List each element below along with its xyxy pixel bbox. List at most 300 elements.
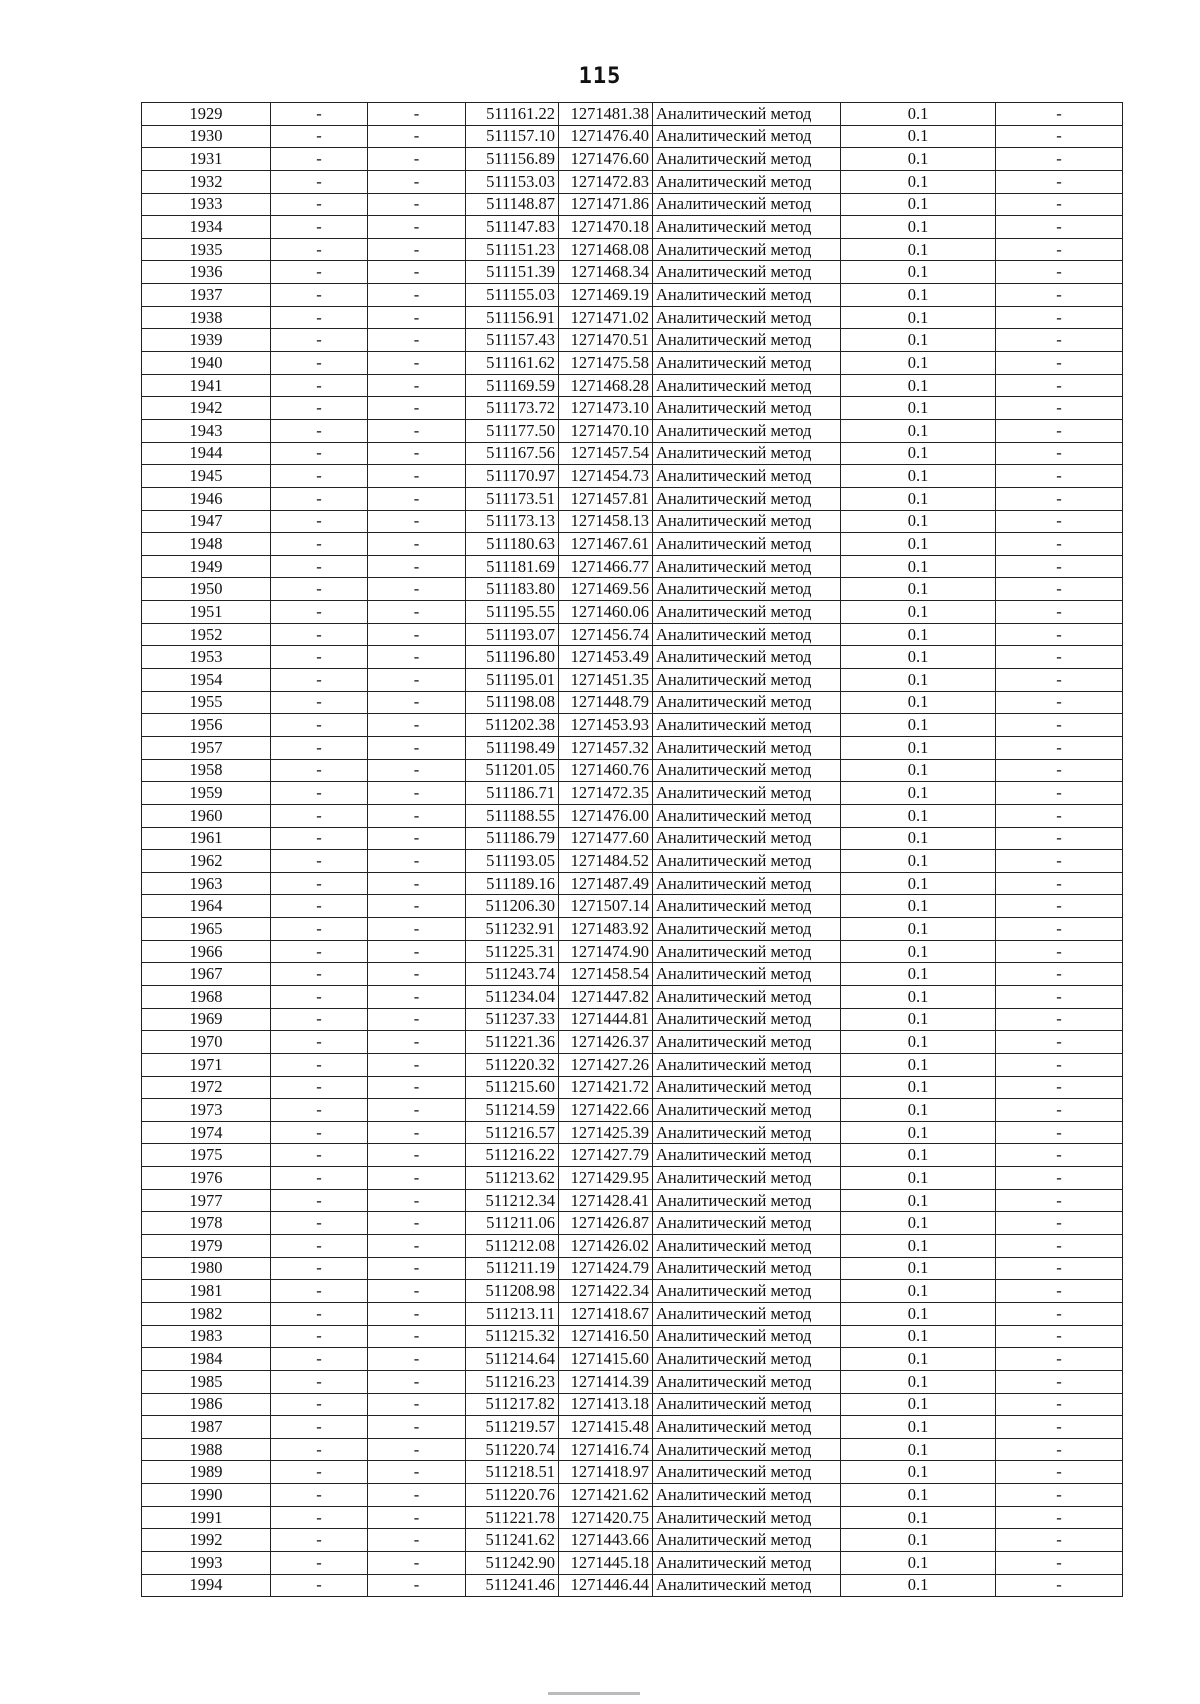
table-row [142, 782, 1123, 805]
point-number-cell: 1960 [142, 804, 271, 827]
prev-y-cell: - [368, 1031, 466, 1054]
table-row [142, 329, 1123, 352]
table-row [142, 1393, 1123, 1416]
prev-y-cell: - [368, 736, 466, 759]
prev-y-cell: - [368, 1438, 466, 1461]
table-row [142, 555, 1123, 578]
method-cell: Аналитический метод [653, 1167, 841, 1190]
prev-y-cell: - [368, 1053, 466, 1076]
y-coordinate-cell: 1271460.06 [559, 601, 653, 624]
y-coordinate-cell: 1271415.48 [559, 1416, 653, 1439]
x-coordinate-cell: 511161.62 [466, 352, 559, 375]
y-coordinate-cell: 1271458.54 [559, 963, 653, 986]
point-number-cell: 1980 [142, 1257, 271, 1280]
prev-x-cell: - [271, 782, 368, 805]
description-cell: - [996, 714, 1123, 737]
point-number-cell: 1985 [142, 1370, 271, 1393]
prev-x-cell: - [271, 216, 368, 239]
description-cell: - [996, 465, 1123, 488]
description-cell: - [996, 1393, 1123, 1416]
x-coordinate-cell: 511225.31 [466, 940, 559, 963]
accuracy-cell: 0.1 [841, 646, 996, 669]
accuracy-cell: 0.1 [841, 782, 996, 805]
prev-y-cell: - [368, 1099, 466, 1122]
point-number-cell: 1949 [142, 555, 271, 578]
accuracy-cell: 0.1 [841, 487, 996, 510]
prev-x-cell: - [271, 1257, 368, 1280]
description-cell: - [996, 1325, 1123, 1348]
description-cell: - [996, 759, 1123, 782]
point-number-cell: 1968 [142, 985, 271, 1008]
prev-x-cell: - [271, 148, 368, 171]
accuracy-cell: 0.1 [841, 669, 996, 692]
prev-x-cell: - [271, 623, 368, 646]
x-coordinate-cell: 511232.91 [466, 918, 559, 941]
accuracy-cell: 0.1 [841, 1280, 996, 1303]
prev-x-cell: - [271, 1574, 368, 1597]
method-cell: Аналитический метод [653, 1574, 841, 1597]
prev-y-cell: - [368, 601, 466, 624]
point-number-cell: 1976 [142, 1167, 271, 1190]
accuracy-cell: 0.1 [841, 238, 996, 261]
accuracy-cell: 0.1 [841, 1370, 996, 1393]
y-coordinate-cell: 1271447.82 [559, 985, 653, 1008]
table-row [142, 918, 1123, 941]
point-number-cell: 1972 [142, 1076, 271, 1099]
table-row [142, 850, 1123, 873]
method-cell: Аналитический метод [653, 601, 841, 624]
table-row [142, 1235, 1123, 1258]
table-row [142, 1416, 1123, 1439]
y-coordinate-cell: 1271471.02 [559, 306, 653, 329]
accuracy-cell: 0.1 [841, 623, 996, 646]
table-row [142, 1053, 1123, 1076]
prev-y-cell: - [368, 1529, 466, 1552]
table-row [142, 985, 1123, 1008]
prev-x-cell: - [271, 1529, 368, 1552]
prev-x-cell: - [271, 578, 368, 601]
point-number-cell: 1979 [142, 1235, 271, 1258]
y-coordinate-cell: 1271446.44 [559, 1574, 653, 1597]
x-coordinate-cell: 511173.72 [466, 397, 559, 420]
accuracy-cell: 0.1 [841, 1257, 996, 1280]
prev-y-cell: - [368, 1416, 466, 1439]
accuracy-cell: 0.1 [841, 1529, 996, 1552]
point-number-cell: 1993 [142, 1552, 271, 1575]
method-cell: Аналитический метод [653, 1235, 841, 1258]
x-coordinate-cell: 511214.59 [466, 1099, 559, 1122]
prev-y-cell: - [368, 216, 466, 239]
prev-x-cell: - [271, 193, 368, 216]
point-number-cell: 1965 [142, 918, 271, 941]
point-number-cell: 1984 [142, 1348, 271, 1371]
table-row [142, 533, 1123, 556]
y-coordinate-cell: 1271460.76 [559, 759, 653, 782]
point-number-cell: 1981 [142, 1280, 271, 1303]
accuracy-cell: 0.1 [841, 1167, 996, 1190]
method-cell: Аналитический метод [653, 1257, 841, 1280]
description-cell: - [996, 895, 1123, 918]
prev-y-cell: - [368, 714, 466, 737]
method-cell: Аналитический метод [653, 1325, 841, 1348]
prev-y-cell: - [368, 533, 466, 556]
method-cell: Аналитический метод [653, 691, 841, 714]
y-coordinate-cell: 1271469.56 [559, 578, 653, 601]
point-number-cell: 1956 [142, 714, 271, 737]
table-row [142, 736, 1123, 759]
prev-x-cell: - [271, 442, 368, 465]
prev-y-cell: - [368, 555, 466, 578]
description-cell: - [996, 193, 1123, 216]
method-cell: Аналитический метод [653, 352, 841, 375]
accuracy-cell: 0.1 [841, 193, 996, 216]
table-row [142, 1506, 1123, 1529]
prev-x-cell: - [271, 1076, 368, 1099]
point-number-cell: 1953 [142, 646, 271, 669]
x-coordinate-cell: 511156.91 [466, 306, 559, 329]
point-number-cell: 1945 [142, 465, 271, 488]
description-cell: - [996, 1076, 1123, 1099]
page-number: 115 [578, 64, 622, 89]
table-row [142, 1370, 1123, 1393]
x-coordinate-cell: 511195.01 [466, 669, 559, 692]
method-cell: Аналитический метод [653, 465, 841, 488]
prev-y-cell: - [368, 510, 466, 533]
prev-x-cell: - [271, 1461, 368, 1484]
point-number-cell: 1983 [142, 1325, 271, 1348]
prev-x-cell: - [271, 374, 368, 397]
accuracy-cell: 0.1 [841, 985, 996, 1008]
point-number-cell: 1978 [142, 1212, 271, 1235]
description-cell: - [996, 510, 1123, 533]
point-number-cell: 1935 [142, 238, 271, 261]
point-number-cell: 1937 [142, 284, 271, 307]
description-cell: - [996, 918, 1123, 941]
y-coordinate-cell: 1271453.49 [559, 646, 653, 669]
y-coordinate-cell: 1271421.62 [559, 1484, 653, 1507]
accuracy-cell: 0.1 [841, 1438, 996, 1461]
accuracy-cell: 0.1 [841, 804, 996, 827]
method-cell: Аналитический метод [653, 1076, 841, 1099]
method-cell: Аналитический метод [653, 1393, 841, 1416]
prev-x-cell: - [271, 804, 368, 827]
description-cell: - [996, 1438, 1123, 1461]
x-coordinate-cell: 511193.05 [466, 850, 559, 873]
y-coordinate-cell: 1271476.00 [559, 804, 653, 827]
x-coordinate-cell: 511186.71 [466, 782, 559, 805]
coordinates-table [141, 102, 1123, 1597]
point-number-cell: 1955 [142, 691, 271, 714]
prev-x-cell: - [271, 669, 368, 692]
x-coordinate-cell: 511157.43 [466, 329, 559, 352]
description-cell: - [996, 1053, 1123, 1076]
accuracy-cell: 0.1 [841, 1506, 996, 1529]
accuracy-cell: 0.1 [841, 895, 996, 918]
point-number-cell: 1930 [142, 125, 271, 148]
table-row [142, 1121, 1123, 1144]
prev-y-cell: - [368, 284, 466, 307]
accuracy-cell: 0.1 [841, 940, 996, 963]
prev-y-cell: - [368, 782, 466, 805]
table-row [142, 442, 1123, 465]
method-cell: Аналитический метод [653, 170, 841, 193]
accuracy-cell: 0.1 [841, 170, 996, 193]
x-coordinate-cell: 511221.36 [466, 1031, 559, 1054]
method-cell: Аналитический метод [653, 1370, 841, 1393]
table-row [142, 352, 1123, 375]
table-row [142, 374, 1123, 397]
prev-x-cell: - [271, 1008, 368, 1031]
x-coordinate-cell: 511180.63 [466, 533, 559, 556]
prev-x-cell: - [271, 963, 368, 986]
y-coordinate-cell: 1271467.61 [559, 533, 653, 556]
table-row [142, 895, 1123, 918]
accuracy-cell: 0.1 [841, 1574, 996, 1597]
method-cell: Аналитический метод [653, 533, 841, 556]
method-cell: Аналитический метод [653, 419, 841, 442]
y-coordinate-cell: 1271472.83 [559, 170, 653, 193]
accuracy-cell: 0.1 [841, 397, 996, 420]
description-cell: - [996, 170, 1123, 193]
y-coordinate-cell: 1271418.97 [559, 1461, 653, 1484]
x-coordinate-cell: 511243.74 [466, 963, 559, 986]
prev-x-cell: - [271, 918, 368, 941]
method-cell: Аналитический метод [653, 1053, 841, 1076]
y-coordinate-cell: 1271457.54 [559, 442, 653, 465]
prev-y-cell: - [368, 419, 466, 442]
table-row [142, 1552, 1123, 1575]
point-number-cell: 1977 [142, 1189, 271, 1212]
point-number-cell: 1933 [142, 193, 271, 216]
method-cell: Аналитический метод [653, 1461, 841, 1484]
method-cell: Аналитический метод [653, 850, 841, 873]
y-coordinate-cell: 1271451.35 [559, 669, 653, 692]
description-cell: - [996, 1031, 1123, 1054]
method-cell: Аналитический метод [653, 782, 841, 805]
method-cell: Аналитический метод [653, 103, 841, 126]
y-coordinate-cell: 1271456.74 [559, 623, 653, 646]
y-coordinate-cell: 1271427.26 [559, 1053, 653, 1076]
y-coordinate-cell: 1271457.32 [559, 736, 653, 759]
description-cell: - [996, 419, 1123, 442]
point-number-cell: 1963 [142, 872, 271, 895]
accuracy-cell: 0.1 [841, 601, 996, 624]
prev-x-cell: - [271, 170, 368, 193]
accuracy-cell: 0.1 [841, 1099, 996, 1122]
x-coordinate-cell: 511196.80 [466, 646, 559, 669]
description-cell: - [996, 238, 1123, 261]
point-number-cell: 1970 [142, 1031, 271, 1054]
table-row [142, 284, 1123, 307]
prev-y-cell: - [368, 1574, 466, 1597]
prev-x-cell: - [271, 1167, 368, 1190]
accuracy-cell: 0.1 [841, 1031, 996, 1054]
point-number-cell: 1941 [142, 374, 271, 397]
x-coordinate-cell: 511212.08 [466, 1235, 559, 1258]
prev-y-cell: - [368, 1189, 466, 1212]
prev-x-cell: - [271, 1416, 368, 1439]
description-cell: - [996, 1348, 1123, 1371]
method-cell: Аналитический метод [653, 374, 841, 397]
description-cell: - [996, 1529, 1123, 1552]
point-number-cell: 1964 [142, 895, 271, 918]
point-number-cell: 1946 [142, 487, 271, 510]
y-coordinate-cell: 1271426.02 [559, 1235, 653, 1258]
x-coordinate-cell: 511218.51 [466, 1461, 559, 1484]
description-cell: - [996, 1416, 1123, 1439]
method-cell: Аналитический метод [653, 804, 841, 827]
method-cell: Аналитический метод [653, 985, 841, 1008]
accuracy-cell: 0.1 [841, 1053, 996, 1076]
y-coordinate-cell: 1271444.81 [559, 1008, 653, 1031]
table-row [142, 669, 1123, 692]
page-footer-mark [548, 1692, 640, 1695]
description-cell: - [996, 1280, 1123, 1303]
prev-y-cell: - [368, 1167, 466, 1190]
prev-x-cell: - [271, 1484, 368, 1507]
x-coordinate-cell: 511237.33 [466, 1008, 559, 1031]
table-row [142, 1302, 1123, 1325]
y-coordinate-cell: 1271425.39 [559, 1121, 653, 1144]
description-cell: - [996, 1099, 1123, 1122]
prev-x-cell: - [271, 1212, 368, 1235]
y-coordinate-cell: 1271474.90 [559, 940, 653, 963]
x-coordinate-cell: 511211.06 [466, 1212, 559, 1235]
x-coordinate-cell: 511234.04 [466, 985, 559, 1008]
table-row [142, 465, 1123, 488]
method-cell: Аналитический метод [653, 918, 841, 941]
x-coordinate-cell: 511156.89 [466, 148, 559, 171]
description-cell: - [996, 1370, 1123, 1393]
prev-y-cell: - [368, 1144, 466, 1167]
description-cell: - [996, 1144, 1123, 1167]
method-cell: Аналитический метод [653, 238, 841, 261]
method-cell: Аналитический метод [653, 736, 841, 759]
x-coordinate-cell: 511173.51 [466, 487, 559, 510]
y-coordinate-cell: 1271466.77 [559, 555, 653, 578]
description-cell: - [996, 374, 1123, 397]
prev-x-cell: - [271, 827, 368, 850]
point-number-cell: 1931 [142, 148, 271, 171]
x-coordinate-cell: 511161.22 [466, 103, 559, 126]
y-coordinate-cell: 1271416.50 [559, 1325, 653, 1348]
prev-x-cell: - [271, 125, 368, 148]
description-cell: - [996, 1461, 1123, 1484]
prev-y-cell: - [368, 397, 466, 420]
prev-y-cell: - [368, 1076, 466, 1099]
prev-x-cell: - [271, 284, 368, 307]
accuracy-cell: 0.1 [841, 714, 996, 737]
prev-x-cell: - [271, 1552, 368, 1575]
prev-x-cell: - [271, 1370, 368, 1393]
point-number-cell: 1967 [142, 963, 271, 986]
point-number-cell: 1938 [142, 306, 271, 329]
prev-y-cell: - [368, 623, 466, 646]
x-coordinate-cell: 511215.32 [466, 1325, 559, 1348]
description-cell: - [996, 352, 1123, 375]
prev-y-cell: - [368, 1008, 466, 1031]
method-cell: Аналитический метод [653, 1031, 841, 1054]
point-number-cell: 1994 [142, 1574, 271, 1597]
x-coordinate-cell: 511217.82 [466, 1393, 559, 1416]
method-cell: Аналитический метод [653, 1484, 841, 1507]
point-number-cell: 1986 [142, 1393, 271, 1416]
x-coordinate-cell: 511148.87 [466, 193, 559, 216]
y-coordinate-cell: 1271484.52 [559, 850, 653, 873]
accuracy-cell: 0.1 [841, 1348, 996, 1371]
method-cell: Аналитический метод [653, 1121, 841, 1144]
point-number-cell: 1952 [142, 623, 271, 646]
description-cell: - [996, 125, 1123, 148]
method-cell: Аналитический метод [653, 1348, 841, 1371]
table-row [142, 1574, 1123, 1597]
prev-x-cell: - [271, 487, 368, 510]
prev-y-cell: - [368, 329, 466, 352]
method-cell: Аналитический метод [653, 1008, 841, 1031]
prev-x-cell: - [271, 1325, 368, 1348]
prev-y-cell: - [368, 1235, 466, 1258]
y-coordinate-cell: 1271422.66 [559, 1099, 653, 1122]
accuracy-cell: 0.1 [841, 1212, 996, 1235]
description-cell: - [996, 827, 1123, 850]
y-coordinate-cell: 1271469.19 [559, 284, 653, 307]
prev-x-cell: - [271, 714, 368, 737]
table-row [142, 827, 1123, 850]
prev-y-cell: - [368, 238, 466, 261]
prev-x-cell: - [271, 691, 368, 714]
point-number-cell: 1982 [142, 1302, 271, 1325]
description-cell: - [996, 533, 1123, 556]
method-cell: Аналитический метод [653, 510, 841, 533]
table-row [142, 646, 1123, 669]
table-row [142, 193, 1123, 216]
description-cell: - [996, 782, 1123, 805]
description-cell: - [996, 1484, 1123, 1507]
method-cell: Аналитический метод [653, 1212, 841, 1235]
description-cell: - [996, 736, 1123, 759]
x-coordinate-cell: 511183.80 [466, 578, 559, 601]
accuracy-cell: 0.1 [841, 352, 996, 375]
description-cell: - [996, 1212, 1123, 1235]
description-cell: - [996, 940, 1123, 963]
point-number-cell: 1934 [142, 216, 271, 239]
prev-y-cell: - [368, 1121, 466, 1144]
point-number-cell: 1991 [142, 1506, 271, 1529]
prev-y-cell: - [368, 193, 466, 216]
description-cell: - [996, 487, 1123, 510]
point-number-cell: 1951 [142, 601, 271, 624]
prev-x-cell: - [271, 872, 368, 895]
description-cell: - [996, 804, 1123, 827]
method-cell: Аналитический метод [653, 193, 841, 216]
description-cell: - [996, 1235, 1123, 1258]
table-row [142, 623, 1123, 646]
table-row [142, 419, 1123, 442]
accuracy-cell: 0.1 [841, 374, 996, 397]
accuracy-cell: 0.1 [841, 1235, 996, 1258]
table-row [142, 578, 1123, 601]
prev-x-cell: - [271, 1302, 368, 1325]
y-coordinate-cell: 1271458.13 [559, 510, 653, 533]
description-cell: - [996, 691, 1123, 714]
prev-x-cell: - [271, 985, 368, 1008]
accuracy-cell: 0.1 [841, 442, 996, 465]
prev-y-cell: - [368, 170, 466, 193]
prev-y-cell: - [368, 963, 466, 986]
method-cell: Аналитический метод [653, 646, 841, 669]
x-coordinate-cell: 511181.69 [466, 555, 559, 578]
accuracy-cell: 0.1 [841, 1076, 996, 1099]
